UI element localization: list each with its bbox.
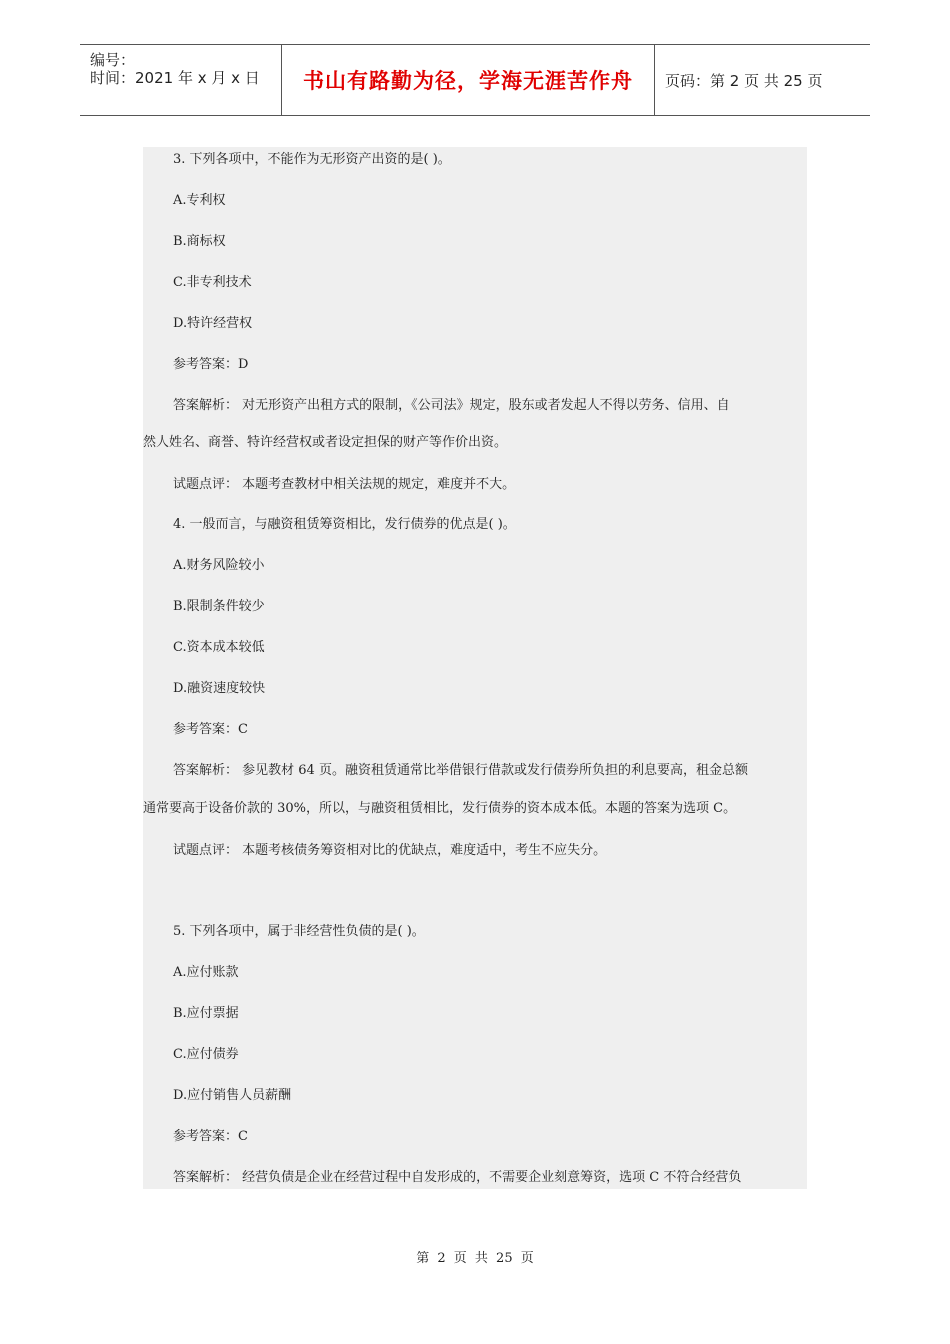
question-5-option-c: C.应付债券 — [173, 1047, 239, 1062]
page-footer: 第 2 页 共 25 页 — [416, 1251, 534, 1266]
question-3-option-a: A.专利权 — [173, 193, 226, 208]
question-5-option-b: B.应付票据 — [173, 1006, 239, 1021]
question-3-option-b: B.商标权 — [173, 234, 226, 249]
question-5-option-d: D.应付销售人员薪酬 — [173, 1088, 292, 1103]
question-5-option-a: A.应付账款 — [173, 965, 239, 980]
question-5-stem: 5. 下列各项中，属于非经营性负债的是( )。 — [173, 924, 425, 939]
doc-number-label: 编号： — [90, 51, 136, 69]
header-page-info: 页码：第 2 页 共 25 页 — [665, 71, 823, 90]
doc-time-label: 时间：2021 年 x 月 x 日 — [90, 69, 260, 87]
question-4-option-d: D.融资速度较快 — [173, 681, 266, 696]
question-3-comment: 试题点评： 本题考查教材中相关法规的规定，难度并不大。 — [173, 477, 516, 492]
header-meta — [80, 45, 282, 115]
question-3-analysis: 答案解析： 对无形资产出租方式的限制，《公司法》规定，股东或者发起人不得以劳务、信用、自 — [173, 398, 730, 413]
question-4-option-c: C.资本成本较低 — [173, 640, 265, 655]
question-4-analysis-cont: 通常要高于设备价款的 30%，所以，与融资租赁相比，发行债券的资本成本低。本题的答案为选项 C。 — [143, 801, 737, 816]
question-4-answer: 参考答案：C — [173, 722, 248, 737]
question-content — [143, 147, 807, 1189]
question-5-analysis: 答案解析： 经营负债是企业在经营过程中自发形成的，不需要企业刻意筹资，选项 C 不符合经营负 — [173, 1170, 742, 1185]
question-3-answer: 参考答案：D — [173, 357, 249, 372]
header-motto: 书山有路勤为径，学海无涯苦作舟 — [282, 45, 655, 115]
question-4-analysis: 答案解析： 参见教材 64 页。融资租赁通常比举借银行借款或发行债券所负担的利息要高，租金总额 — [173, 763, 748, 778]
question-3-option-d: D.特许经营权 — [173, 316, 253, 331]
page-header — [80, 44, 870, 116]
question-5-answer: 参考答案：C — [173, 1129, 248, 1144]
question-3-stem: 3. 下列各项中，不能作为无形资产出资的是( )。 — [173, 152, 451, 167]
question-4-option-a: A.财务风险较小 — [173, 558, 265, 573]
question-3-analysis-cont: 然人姓名、商誉、特许经营权或者设定担保的财产等作价出资。 — [143, 435, 508, 450]
question-4-stem: 4. 一般而言，与融资租赁筹资相比，发行债券的优点是( )。 — [173, 517, 516, 532]
question-3-option-c: C.非专利技术 — [173, 275, 252, 290]
question-4-option-b: B.限制条件较少 — [173, 599, 265, 614]
question-4-comment: 试题点评： 本题考核债务筹资相对比的优缺点，难度适中，考生不应失分。 — [173, 843, 607, 858]
